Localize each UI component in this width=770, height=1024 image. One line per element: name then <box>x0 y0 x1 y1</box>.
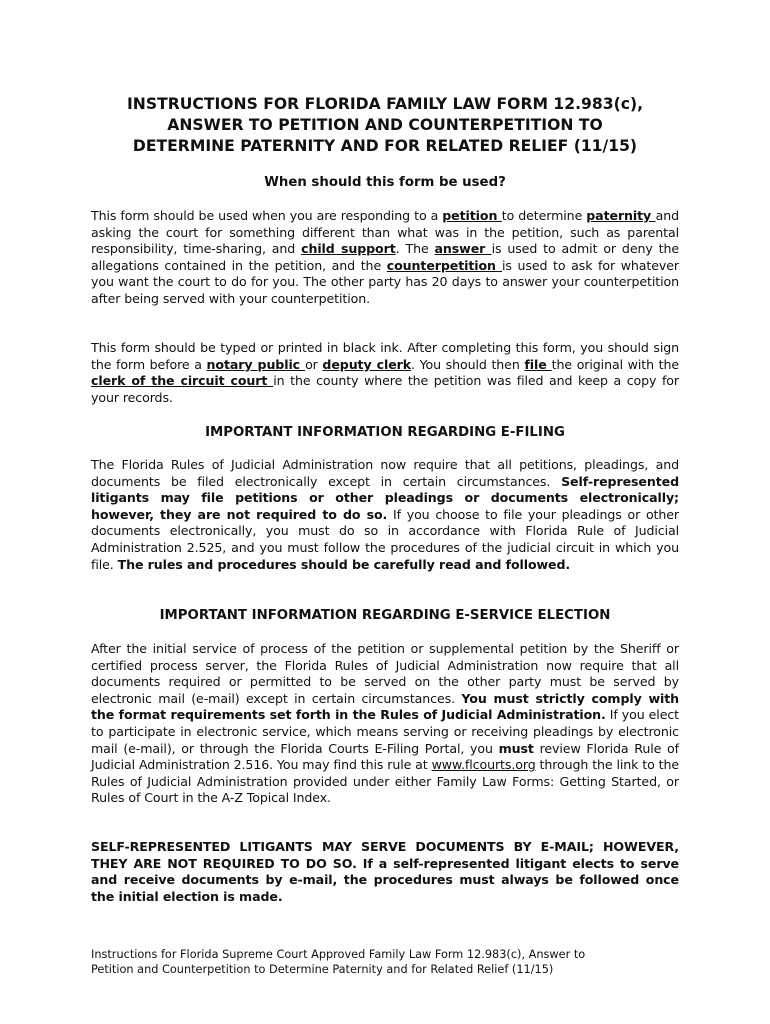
term-paternity: paternity <box>586 208 656 223</box>
footer-line-2: Petition and Counterpetition to Determine Paternity and for Related Relief (11/15) <box>91 963 554 976</box>
term-answer: answer <box>434 241 492 257</box>
page-footer <box>91 947 691 977</box>
term-child-support: child support <box>301 241 396 257</box>
term-deputy-clerk: deputy clerk <box>322 356 412 372</box>
term-clerk-of-court: clerk of the circuit court <box>91 373 274 389</box>
flcourts-link[interactable]: www.flcourts.org <box>431 757 536 773</box>
term-petition: petition <box>442 208 502 223</box>
title-line-2: ANSWER TO PETITION AND COUNTERPETITION TO <box>167 116 603 134</box>
title-line-3: DETERMINE PATERNITY AND FOR RELATED RELIEF (11/15) <box>132 137 638 155</box>
page-title <box>60 94 710 157</box>
section-heading-usage: When should this form be used? <box>264 175 506 190</box>
paragraph-e-filing: The Florida Rules of Judicial Administration now require that all petitions, pleadings, and documents be filed electronically except in certain circumstances. Self-represented litigants may file petitions or other pleadings or documents electronically; however, they are not required to do so. If you choose to file your pleadings or other documents electronically, you must do so in accordance with Florida Rule of Judicial Administration 2.525, and you must follow the procedures of the judicial circuit in which you file. The rules and procedures should be carefully read and followed. <box>91 457 679 572</box>
paragraph-usage: This form should be used when you are responding to a petition to determine paternity and asking the court for something different than what was in the petition, such as parental responsibility, time-sharing, and child support. The answer is used to admit or deny the allegations contained in the petition, and the counterpetition is used to ask for whatever you want the court to do for you. The other party has 20 days to answer your counterpetition after being served with your counterpetition. <box>91 208 679 306</box>
title-line-1: INSTRUCTIONS FOR FLORIDA FAMILY LAW FORM 12.983(c), <box>127 95 643 113</box>
term-counterpetition: counterpetition <box>386 257 502 273</box>
term-file: file <box>524 356 552 372</box>
paragraph-e-service: After the initial service of process of the petition or supplemental petition by the Sheriff or certified process server, the Florida Rules of Judicial Administration now require that all documents required or permitted to be served on the other party must be served by electronic mail (e-mail) except in certain circumstances. You must strictly comply with the format requirements set forth in the Rules of Judicial Administration. If you elect to participate in electronic service, which means serving or receiving pleadings by electronic mail (e-mail), or through the Florida Courts E-Filing Portal, you must review Florida Rule of Judicial Administration 2.516. You may find this rule at www.flcourts.org through the link to the Rules of Judicial Administration provided under either Family Law Forms: Getting Started, or Rules of Court in the A-Z Topical Index. <box>91 641 680 806</box>
e-filing-warning: The rules and procedures should be carefully read and followed. <box>117 556 571 572</box>
paragraph-instructions: This form should be typed or printed in black ink. After completing this form, you should sign the form before a notary public or deputy clerk. You should then file the original with the clerk of the circuit court in the county where the petition was filed and keep a copy for your records. <box>91 340 679 405</box>
section-heading-e-service: IMPORTANT INFORMATION REGARDING E-SERVICE ELECTION <box>159 608 611 623</box>
e-filing-notice: Self-represented litigants may file petitions or other pleadings or documents electronically; however, they are not required to do so. <box>91 473 679 522</box>
section-heading-e-filing: IMPORTANT INFORMATION REGARDING E-FILING <box>205 425 565 440</box>
term-notary-public: notary public <box>206 356 306 372</box>
e-service-requirement: You must strictly comply with the format requirements set forth in the Rules of Judicial Administration. <box>91 690 680 723</box>
paragraph-self-represented-notice: SELF-REPRESENTED LITIGANTS MAY SERVE DOCUMENTS BY E-MAIL; HOWEVER, THEY ARE NOT REQUIRED TO DO SO. If a self-represented litigant elects to serve and receive documents by e-mail, the procedures must always be followed once the initial election is made. <box>91 839 679 904</box>
footer-line-1: Instructions for Florida Supreme Court Approved Family Law Form 12.983(c), Answer to <box>91 948 586 961</box>
